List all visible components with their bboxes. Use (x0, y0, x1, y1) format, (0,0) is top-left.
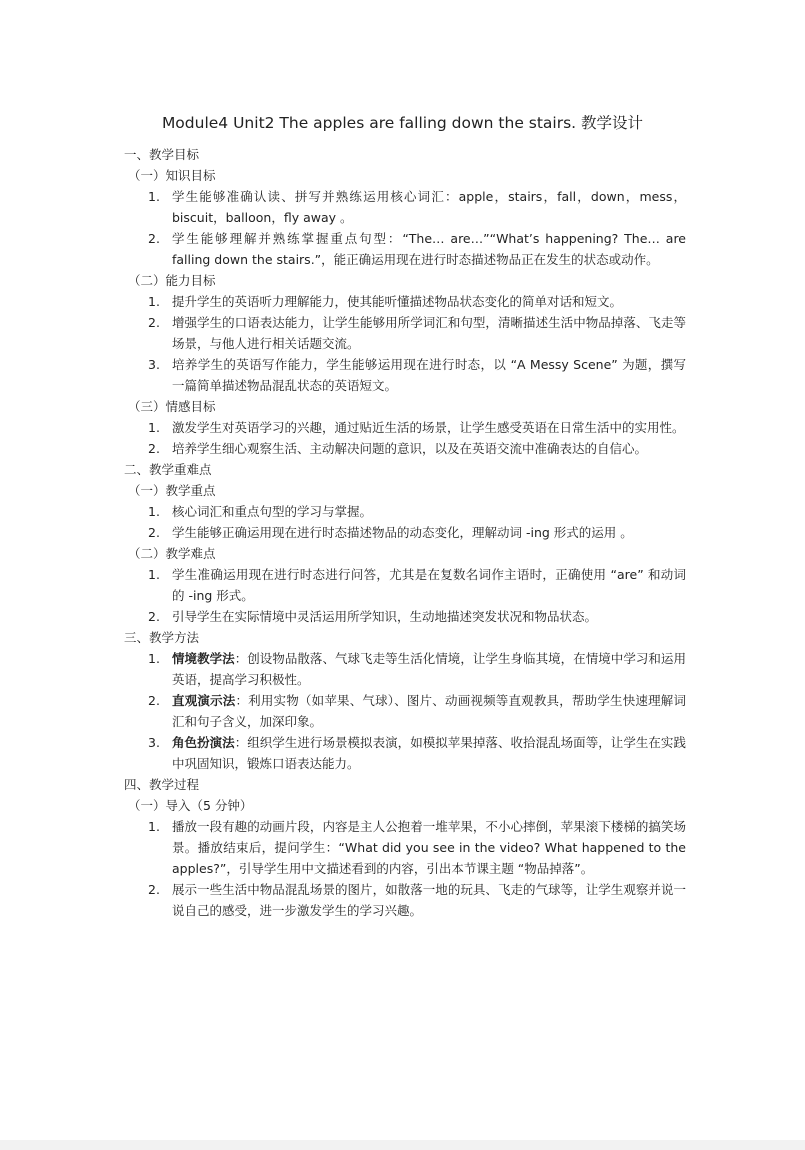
list-item (124, 228, 686, 270)
list-item (124, 354, 686, 396)
list-number: 1. (148, 567, 160, 582)
list-number: 2. (148, 441, 160, 456)
list-number: 2. (148, 525, 160, 540)
list-item (124, 690, 686, 732)
list-number: 2. (148, 882, 160, 897)
list-number: 1. (148, 651, 160, 666)
method-name: 角色扮演法 (172, 735, 235, 750)
list-item (124, 438, 686, 459)
subsection-heading: （三）情感目标 (128, 399, 216, 414)
list-item-text: ：组织学生进行场景模拟表演，如模拟苹果掉落、收拾混乱场面等，让学生在实践中巩固知识，锻炼口语表达能力。 (172, 735, 686, 771)
ability-goals-list (124, 291, 686, 396)
list-item-text: ：利用实物（如苹果、气球）、图片、动画视频等直观教具，帮助学生快速理解词汇和句子含义，加深印象。 (172, 693, 686, 729)
list-item (124, 522, 686, 543)
list-item-text: 提升学生的英语听力理解能力，使其能听懂描述物品状态变化的简单对话和短文。 (172, 294, 623, 309)
list-item-text: ：创设物品散落、气球飞走等生活化情境，让学生身临其境，在情境中学习和运用英语，提高学习积极性。 (172, 651, 686, 687)
list-item-text: 学生能够理解并熟练掌握重点句型：“The… are…”“What’s happening? The… are falling down the stairs.”，能正确运用现在进行时态描述物品正在发生的状态或动作。 (172, 231, 686, 267)
list-item (124, 186, 686, 228)
section-heading: 四、教学过程 (124, 777, 200, 792)
subsection-heading: （二）教学难点 (128, 546, 216, 561)
list-item-text: 引导学生在实际情境中灵活运用所学知识，生动地描述突发状况和物品状态。 (172, 609, 598, 624)
list-item (124, 732, 686, 774)
emotion-goals-list (124, 417, 686, 459)
list-number: 1. (148, 420, 160, 435)
list-item-text: 增强学生的口语表达能力，让学生能够用所学词汇和句型，清晰描述生活中物品掉落、飞走等场景，与他人进行相关话题交流。 (172, 315, 686, 351)
list-number: 3. (148, 357, 160, 372)
subsection-heading: （一）导入（5 分钟） (128, 798, 253, 813)
list-number: 2. (148, 231, 160, 246)
list-number: 1. (148, 189, 160, 204)
method-name: 直观演示法 (172, 693, 236, 708)
list-item-text: 培养学生细心观察生活、主动解决问题的意识，以及在英语交流中准确表达的自信心。 (172, 441, 648, 456)
subsection-heading: （一）知识目标 (128, 168, 216, 183)
list-item (124, 291, 686, 312)
teaching-methods-list (124, 648, 686, 774)
method-name: 情境教学法 (172, 651, 235, 666)
list-item-text: 学生能够正确运用现在进行时态描述物品的动态变化，理解动词 -ing 形式的运用 。 (172, 525, 633, 540)
list-item (124, 879, 686, 921)
list-item (124, 417, 686, 438)
document-title: Module4 Unit2 The apples are falling down the stairs. 教学设计 (161, 114, 644, 132)
list-item (124, 606, 686, 627)
list-number: 2. (148, 693, 160, 708)
list-item (124, 564, 686, 606)
knowledge-goals-list (124, 186, 686, 270)
list-item-text: 培养学生的英语写作能力，学生能够运用现在进行时态，以 “A Messy Scene” 为题，撰写一篇简单描述物品混乱状态的英语短文。 (172, 357, 686, 393)
list-item (124, 816, 686, 879)
list-number: 2. (148, 315, 160, 330)
list-number: 1. (148, 819, 160, 834)
subsection-heading: （二）能力目标 (128, 273, 216, 288)
list-number: 2. (148, 609, 160, 624)
section-heading: 一、教学目标 (124, 147, 200, 162)
key-points-list (124, 501, 686, 543)
section-heading: 三、教学方法 (124, 630, 200, 645)
list-item-text: 学生能够准确认读、拼写并熟练运用核心词汇：apple，stairs，fall，down，mess，biscuit，balloon，fly away 。 (172, 189, 686, 225)
document-body (124, 144, 686, 921)
list-item-text: 展示一些生活中物品混乱场景的图片，如散落一地的玩具、飞走的气球等，让学生观察并说一说自己的感受，进一步激发学生的学习兴趣。 (172, 882, 686, 918)
difficult-points-list (124, 564, 686, 627)
list-item-text: 激发学生对英语学习的兴趣，通过贴近生活的场景，让学生感受英语在日常生活中的实用性。 (172, 420, 685, 435)
list-item-text: 学生准确运用现在进行时态进行问答，尤其是在复数名词作主语时，正确使用 “are” 和动词的 -ing 形式。 (172, 567, 686, 603)
list-item-text: 播放一段有趣的动画片段，内容是主人公抱着一堆苹果，不小心摔倒，苹果滚下楼梯的搞笑场景。播放结束后，提问学生：“What did you see in the video? What happened to the apples?”，引导学生用中文描述看到的内容，引出本节课主题 “物品掉落”。 (172, 819, 686, 876)
list-item (124, 501, 686, 522)
list-number: 3. (148, 735, 160, 750)
list-item-text: 核心词汇和重点句型的学习与掌握。 (172, 504, 373, 519)
list-item (124, 648, 686, 690)
subsection-heading: （一）教学重点 (128, 483, 216, 498)
list-number: 1. (148, 294, 160, 309)
list-number: 1. (148, 504, 160, 519)
list-item (124, 312, 686, 354)
lead-in-list (124, 816, 686, 921)
section-heading: 二、教学重难点 (124, 462, 212, 477)
